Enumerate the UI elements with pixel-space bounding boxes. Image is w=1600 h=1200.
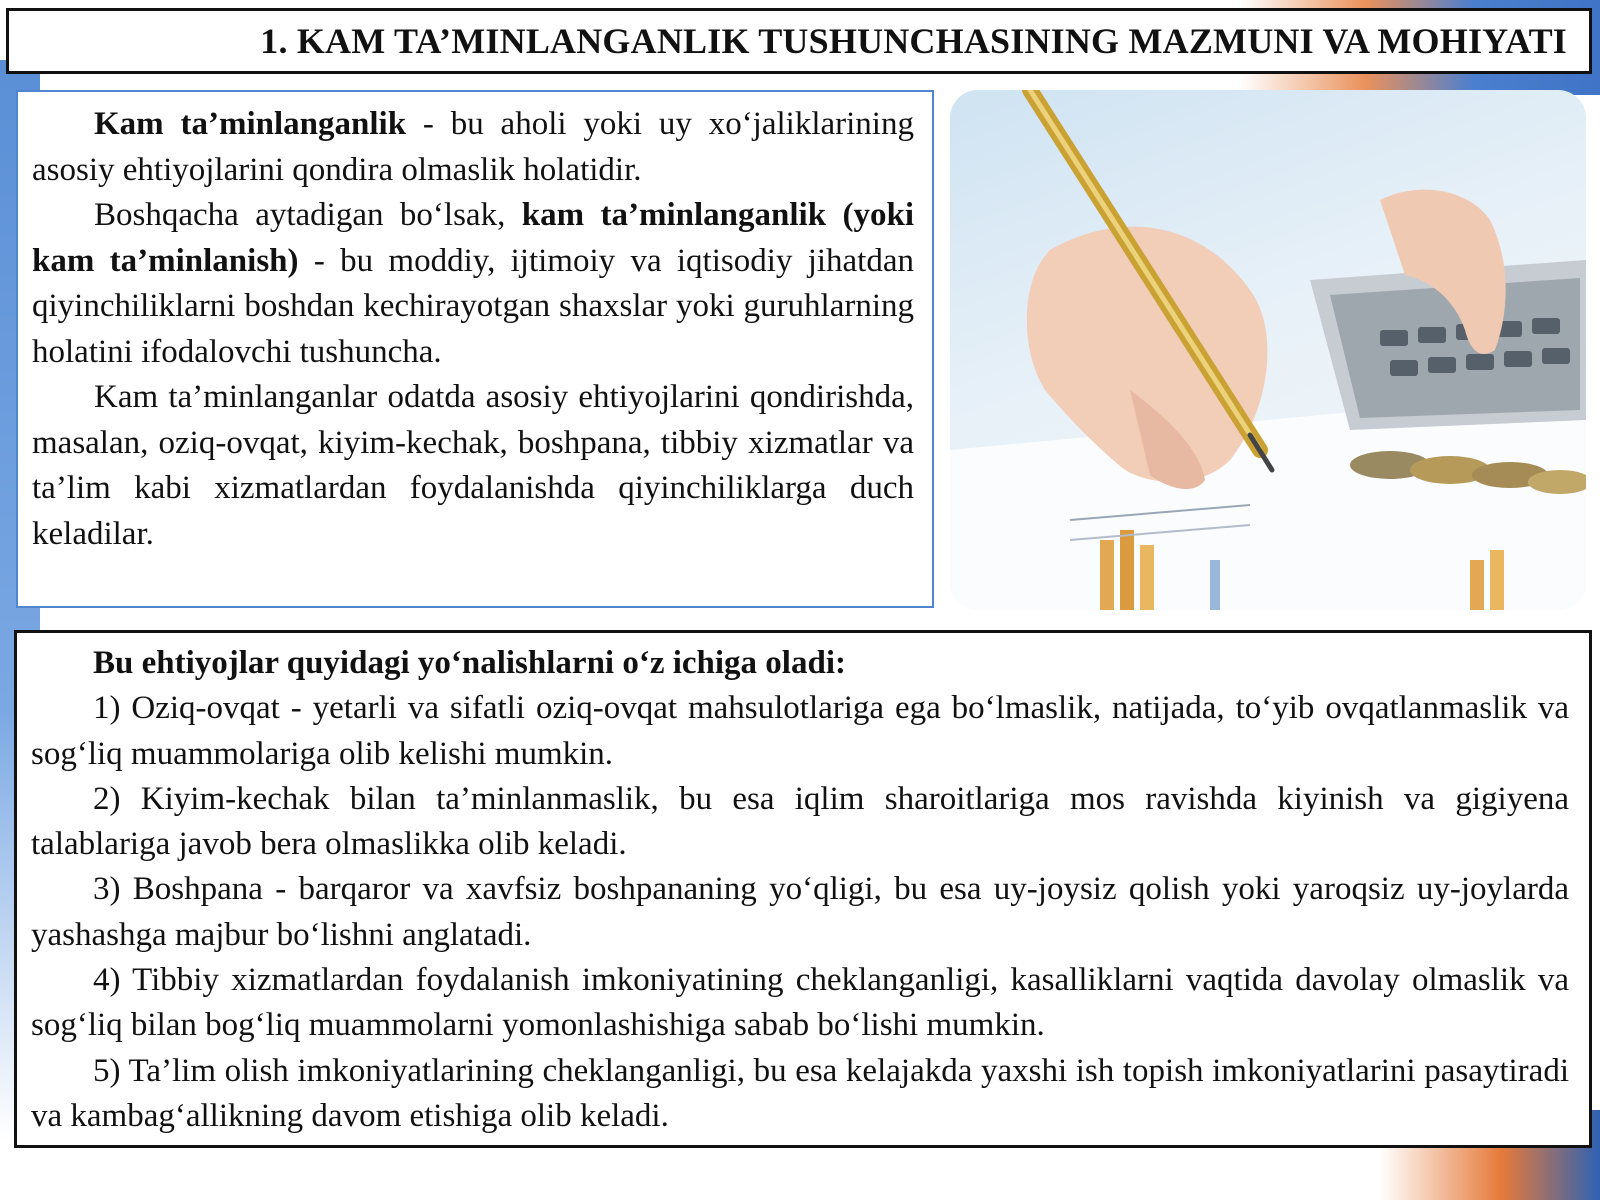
definition-paragraph-3: Kam ta’minlanganlar odatda asosiy ehtiyojlarini qondirishda, masalan, oziq-ovqat, kiyim-kechak, boshpana, tibbiy xizmatlar va ta’lim kabi xizmatlardan foydalanishda qiyinchiliklarga duch keladilar. [32, 379, 914, 552]
page-title: 1. KAM TA’MINLANGANLIK TUSHUNCHASINING MAZMUNI VA MOHIYATI [260, 21, 1567, 61]
definition-box [16, 90, 934, 608]
needs-item-food: 1) Oziq-ovqat - yetarli va sifatli oziq-ovqat mahsulotlariga ega bo‘lmaslik, natijada, to‘yib ovqatlanmaslik va sog‘liq muammolariga olib kelishi mumkin. [31, 690, 1569, 772]
definition-paragraph-1 [32, 102, 914, 193]
needs-item-medical: 4) Tibbiy xizmatlardan foydalanish imkoniyatining cheklanganligi, kasalliklarni vaqtida davolay olmaslik va sog‘liq bilan bog‘liq muammolarni yomonlashishiga sabab bo‘lishi mumkin. [31, 962, 1569, 1044]
definition-term-alt: kam ta’minlanganlik (yoki kam ta’minlanish) [32, 197, 914, 279]
definition-text: - bu aholi yoki uy xo‘jaliklarining asosiy ehtiyojlarini qondira olmaslik holatidir. [32, 106, 914, 188]
needs-heading: Bu ehtiyojlar quyidagi yo‘nalishlarni o‘z ichiga oladi: [93, 645, 846, 681]
needs-item-education: 5) Ta’lim olish imkoniyatlarining cheklanganligi, bu esa kelajakda yaxshi ish topish imkoniyatlarini pasaytiradi va kambag‘allikning davom etishiga olib keladi. [31, 1052, 1569, 1134]
definition-text-2: - bu moddiy, ijtimoiy va iqtisodiy jihatdan qiyinchiliklarni boshdan kechirayotgan shaxslar yoki guruhlarning holatini ifodalovchi tushuncha. [32, 242, 914, 370]
definition-intro: Boshqacha aytadigan bo‘lsak, [94, 197, 522, 233]
title-bar [6, 8, 1592, 74]
needs-box [14, 630, 1592, 1148]
definition-paragraph-2 [32, 193, 914, 375]
needs-item-shelter: 3) Boshpana - barqaror va xavfsiz boshpananing yo‘qligi, bu esa uy-joysiz qolish yoki yaroqsiz uy-joylarda yashashga majbur bo‘lishni anglatadi. [31, 871, 1569, 953]
needs-item-clothing: 2) Kiyim-kechak bilan ta’minlanmaslik, bu esa iqlim sharoitlariga mos ravishda kiyinish va gigiyena talablariga javob bera olmaslikka olib keladi. [31, 780, 1569, 863]
hand-writing-calculator-photo [950, 90, 1586, 610]
definition-term: Kam ta’minlanganlik [94, 106, 407, 142]
